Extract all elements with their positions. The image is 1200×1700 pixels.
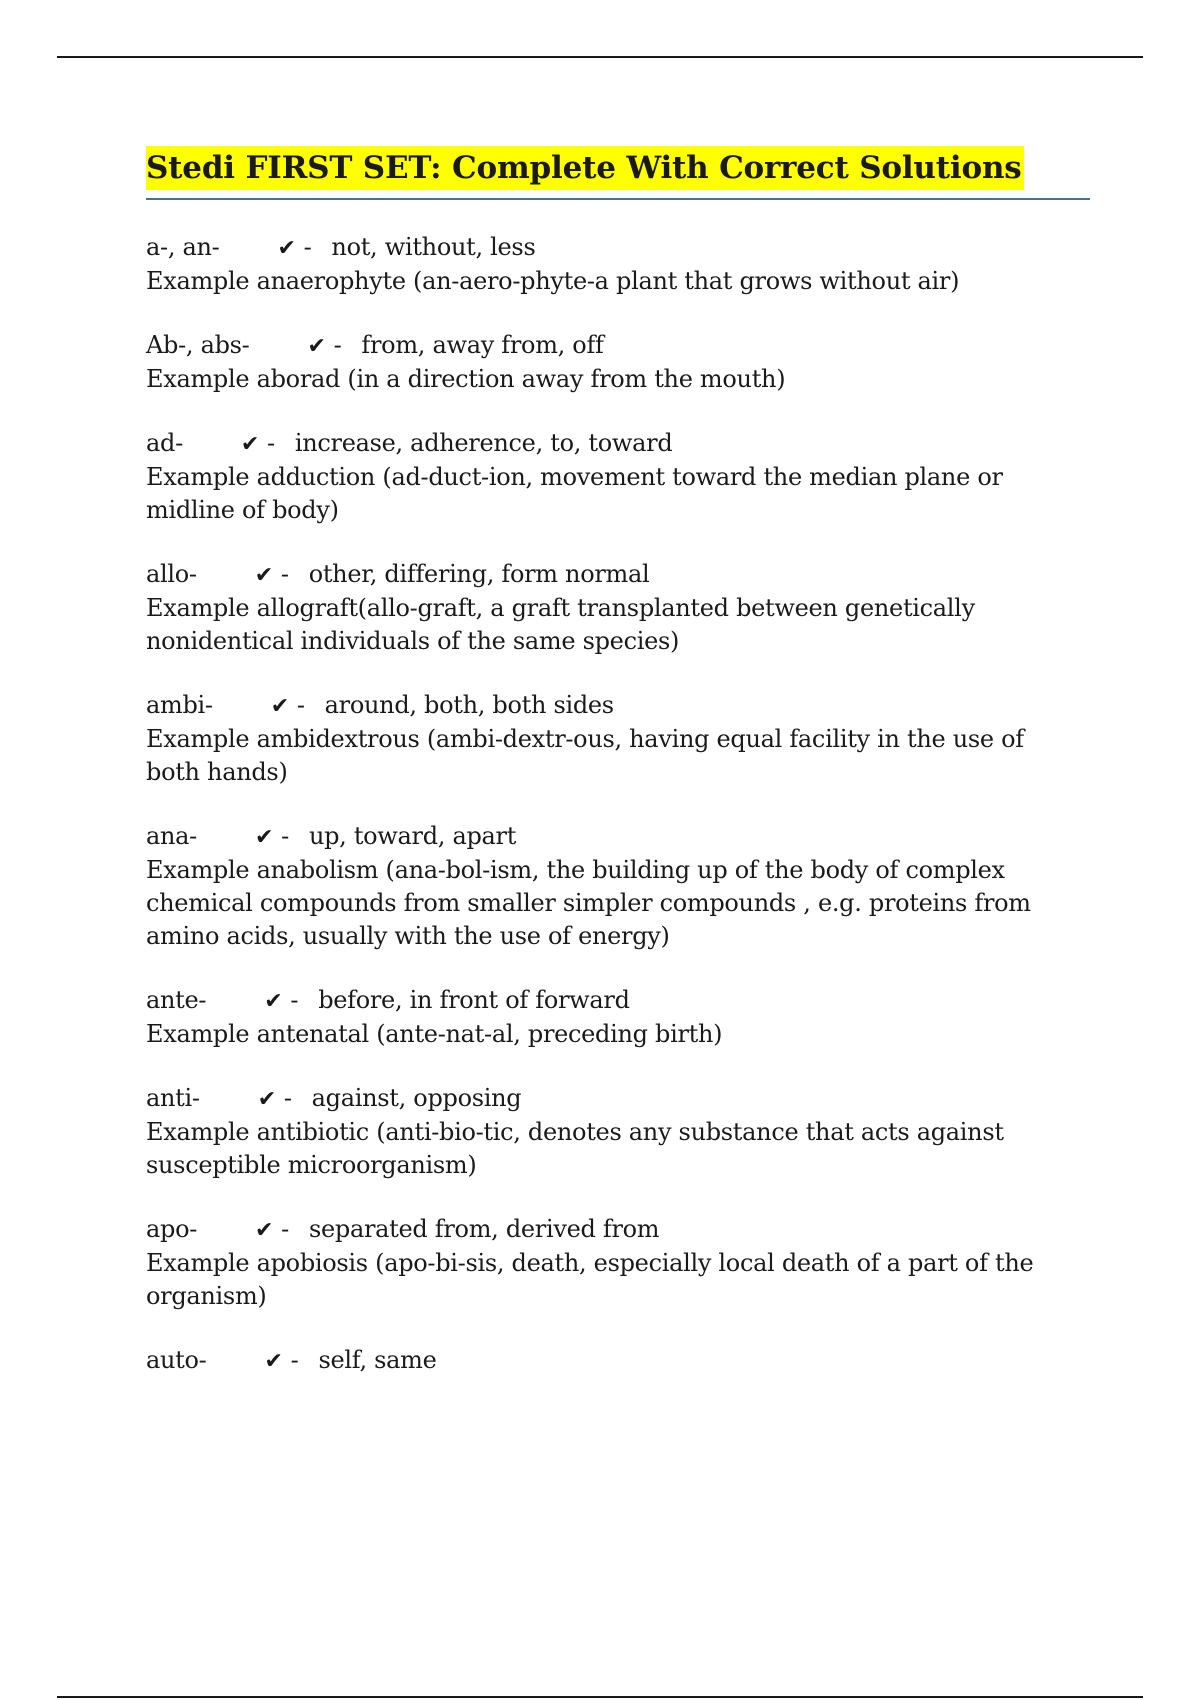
term-line: [146, 558, 1090, 592]
term-entry: [146, 1082, 1090, 1182]
document-title: Stedi FIRST SET: Complete With Correct Solutions: [146, 146, 1024, 190]
term-prefix: ambi-: [146, 691, 213, 719]
checkmark-icon: ✔: [270, 694, 289, 719]
checkmark-icon: ✔: [254, 825, 274, 850]
checkmark-icon: ✔: [255, 1218, 274, 1243]
checkmark-icon: ✔: [264, 1349, 283, 1374]
term-entry: [146, 1344, 1090, 1378]
term-example: Example apobiosis (apo-bi-sis, death, especially local death of a part of the organism): [146, 1249, 1034, 1310]
term-entry: [146, 427, 1090, 527]
term-separator: -: [296, 691, 305, 719]
term-separator: -: [281, 822, 289, 850]
term-example: Example antibiotic (anti-bio-tic, denotes any substance that acts against susceptible microorganism): [146, 1118, 1004, 1179]
term-separator: -: [290, 1346, 299, 1374]
term-definition: from, away from, off: [361, 331, 604, 359]
term-prefix: auto-: [146, 1346, 207, 1374]
term-entry: [146, 1213, 1090, 1313]
term-definition: increase, adherence, to, toward: [294, 429, 673, 457]
checkmark-icon: ✔: [264, 989, 283, 1014]
term-line: [146, 427, 1090, 461]
term-separator: -: [283, 1084, 292, 1112]
term-definition: against, opposing: [311, 1084, 522, 1112]
term-prefix: a-, an-: [146, 233, 220, 261]
term-separator: -: [281, 1215, 289, 1243]
term-line: [146, 231, 1090, 265]
term-separator: -: [303, 233, 312, 261]
checkmark-icon: ✔: [257, 1087, 276, 1112]
document-body: [146, 146, 1090, 1409]
term-prefix: anti-: [146, 1084, 200, 1112]
term-example: Example anaerophyte (an-aero-phyte-a plant that grows without air): [146, 267, 960, 295]
term-definition: around, both, both sides: [324, 691, 614, 719]
term-prefix: Ab-, abs-: [146, 331, 250, 359]
checkmark-icon: ✔: [307, 334, 326, 359]
term-entry: [146, 820, 1090, 953]
term-separator: -: [290, 986, 299, 1014]
term-entry: [146, 231, 1090, 298]
checkmark-icon: ✔: [277, 236, 296, 261]
checkmark-icon: ✔: [254, 563, 273, 588]
term-line: [146, 1213, 1090, 1247]
term-definition: self, same: [318, 1346, 437, 1374]
term-prefix: ana-: [146, 822, 197, 850]
checkmark-icon: ✔: [240, 432, 260, 457]
term-prefix: apo-: [146, 1215, 198, 1243]
term-separator: -: [333, 331, 342, 359]
term-definition: not, without, less: [331, 233, 536, 261]
term-line: [146, 689, 1090, 723]
header-rule: [57, 56, 1143, 58]
term-definition: before, in front of forward: [318, 986, 630, 1014]
term-example: Example antenatal (ante-nat-al, preceding birth): [146, 1020, 723, 1048]
term-separator: -: [280, 560, 289, 588]
title-block: [146, 146, 1090, 200]
term-prefix: ante-: [146, 986, 207, 1014]
term-definition: separated from, derived from: [308, 1215, 660, 1243]
term-definition: up, toward, apart: [308, 822, 517, 850]
term-example: Example ambidextrous (ambi-dextr-ous, having equal facility in the use of both hands): [146, 725, 1024, 786]
term-separator: -: [267, 429, 275, 457]
term-example: Example adduction (ad-duct-ion, movement toward the median plane or midline of body): [146, 463, 1003, 524]
term-prefix: ad-: [146, 429, 183, 457]
term-example: Example aborad (in a direction away from the mouth): [146, 365, 786, 393]
term-line: [146, 1082, 1090, 1116]
term-definition: other, differing, form normal: [308, 560, 650, 588]
term-entry: [146, 689, 1090, 789]
term-line: [146, 1344, 1090, 1378]
term-line: [146, 329, 1090, 363]
term-entry: [146, 329, 1090, 396]
term-entry: [146, 984, 1090, 1051]
footer-rule: [57, 1696, 1143, 1698]
term-line: [146, 984, 1090, 1018]
term-entry: [146, 558, 1090, 658]
term-example: Example allograft(allo-graft, a graft transplanted between genetically nonidentical individuals of the same species): [146, 594, 975, 655]
term-example: Example anabolism (ana-bol-ism, the building up of the body of complex chemical compounds from smaller simpler compounds , e.g. proteins from amino acids, usually with the use of energy): [146, 856, 1031, 950]
term-list: [146, 231, 1090, 1378]
term-prefix: allo-: [146, 560, 197, 588]
term-line: [146, 820, 1090, 854]
